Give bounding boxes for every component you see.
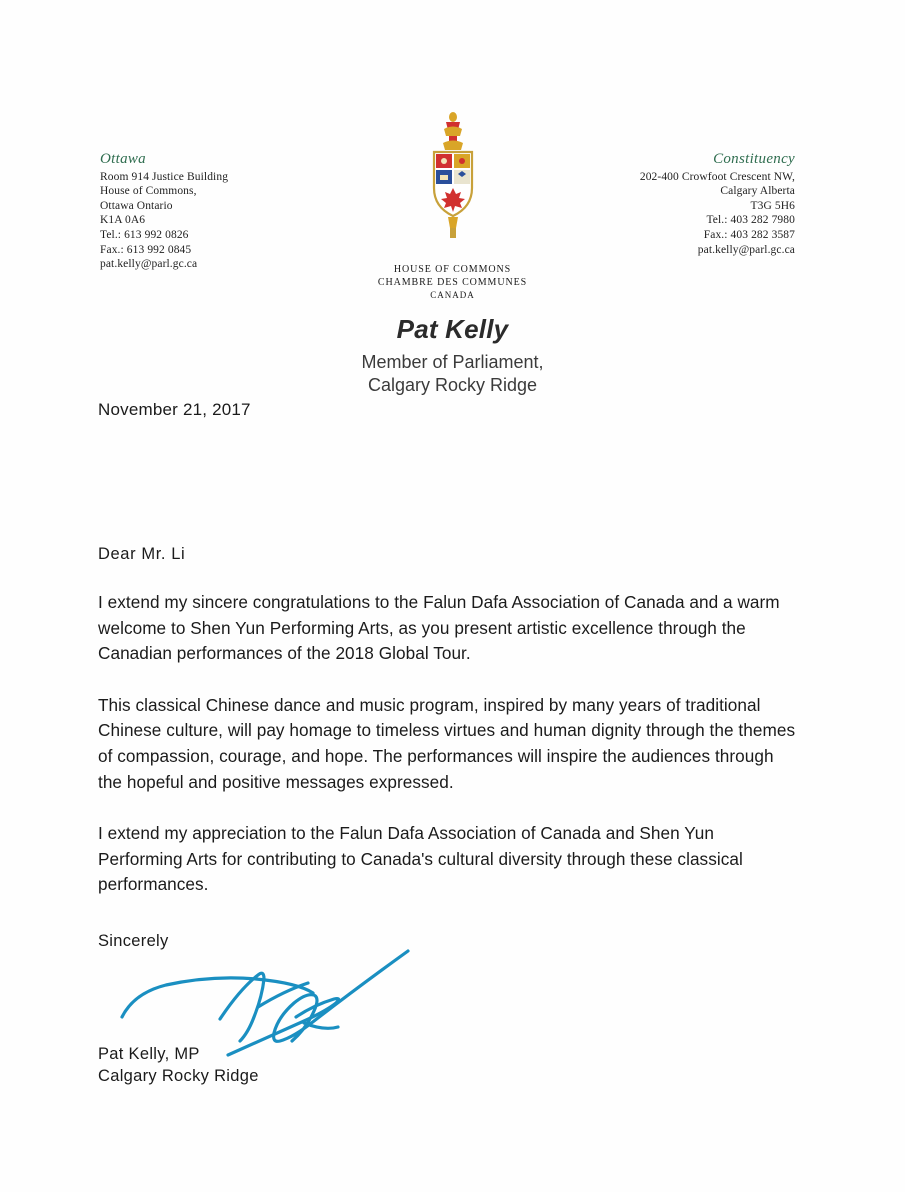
constituency-address-line: T3G 5H6 — [750, 199, 795, 212]
constituency-email: pat.kelly@parl.gc.ca — [697, 243, 795, 256]
ottawa-heading: Ottawa — [100, 151, 146, 167]
constituency-address-line: 202-400 Crowfoot Crescent NW, — [639, 170, 795, 183]
letter-paragraph: I extend my sincere congratulations to the Falun Dafa Association of Canada and a warm welcome to Shen Yun Performing Arts, as you present artistic excellence through the Canadian performances of the 2018 Global Tour. — [98, 592, 780, 664]
letter-date: November 21, 2017 — [98, 400, 251, 419]
ottawa-phone: Tel.: 613 992 0826 — [100, 228, 189, 241]
mp-role-line2: Calgary Rocky Ridge — [367, 374, 538, 395]
signature-area — [98, 953, 798, 1049]
constituency-phone: Tel.: 403 282 7980 — [706, 214, 795, 227]
crest-block — [0, 110, 905, 397]
ottawa-address-line: Room 914 Justice Building — [100, 170, 229, 183]
letter-closing: Sincerely — [98, 931, 169, 950]
signature-icon — [108, 945, 428, 1060]
letter-body — [98, 400, 798, 1087]
ottawa-address-line: K1A 0A6 — [100, 214, 146, 227]
crest-caption-line1: HOUSE OF COMMONS — [393, 264, 512, 275]
letter-paragraph: I extend my appreciation to the Falun Dafa Association of Canada and Shen Yun Performing Arts for contributing to Canada's cultural diversity through these classical performances. — [98, 823, 743, 895]
crest-caption — [378, 264, 527, 302]
letter-salutation: Dear Mr. Li — [98, 545, 186, 563]
letter-paragraph: This classical Chinese dance and music program, inspired by many years of traditional Chinese culture, will pay homage to timeless virtues and human dignity through the themes of compassion, courage, and hope. The performances will inspire the audiences through the hopeful and positive messages expressed. — [98, 694, 796, 792]
crest-caption-line2: CHAMBRE DES COMMUNES — [377, 276, 528, 288]
constituency-fax: Fax.: 403 282 3587 — [703, 228, 795, 241]
mp-role-line1: Member of Parliament, — [361, 351, 544, 372]
ottawa-email: pat.kelly@parl.gc.ca — [100, 258, 198, 271]
ottawa-address-line: Ottawa Ontario — [100, 199, 173, 212]
ottawa-fax: Fax.: 613 992 0845 — [100, 243, 192, 256]
mp-role — [361, 351, 543, 397]
letterhead — [0, 110, 905, 400]
crest-caption-line3: CANADA — [430, 290, 475, 300]
house-of-commons-crest-icon — [410, 110, 496, 260]
constituency-address-line: Calgary Alberta — [720, 185, 795, 198]
constituency-heading: Constituency — [713, 151, 795, 167]
mp-name: Pat Kelly — [396, 313, 509, 344]
signer-riding: Calgary Rocky Ridge — [98, 1066, 259, 1085]
signer-name: Pat Kelly, MP — [98, 1044, 200, 1063]
ottawa-address-line: House of Commons, — [100, 185, 197, 198]
